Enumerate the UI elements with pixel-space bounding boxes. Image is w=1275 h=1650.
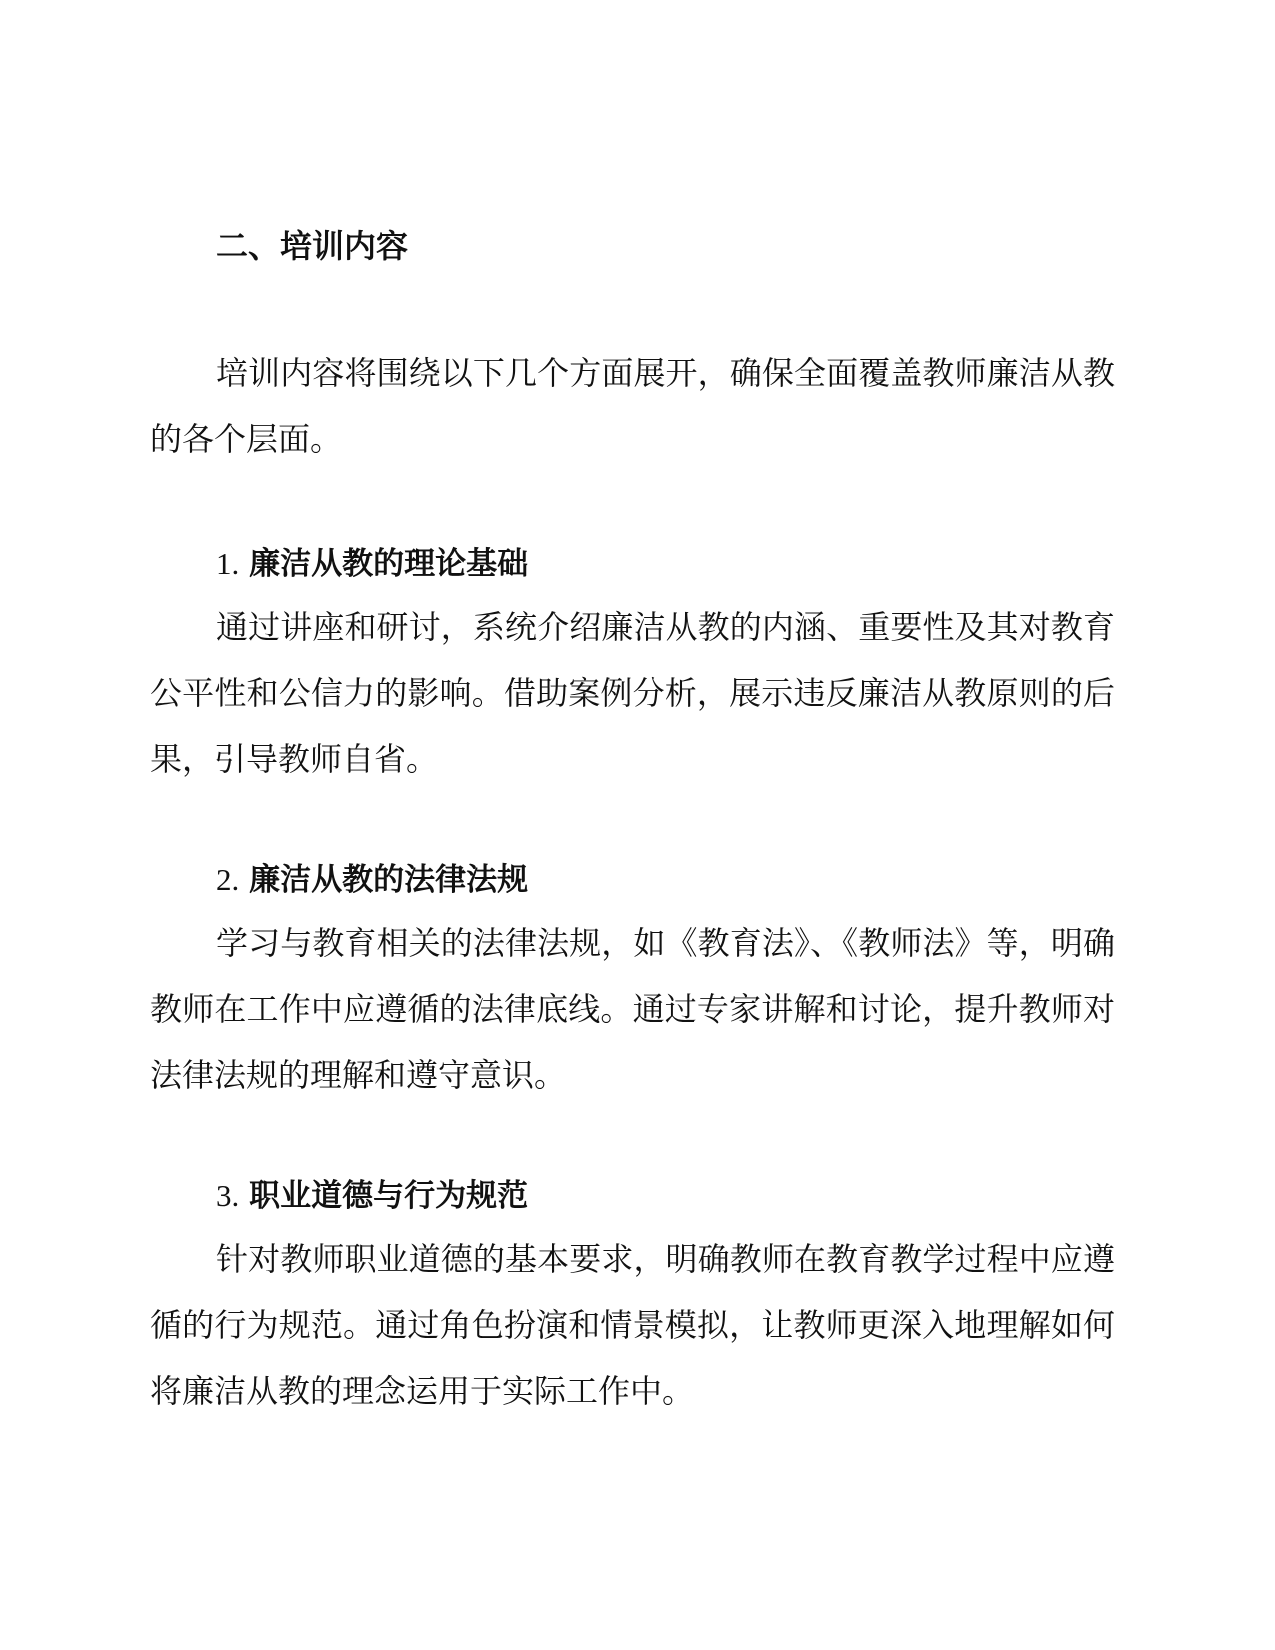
item-1-heading [216,544,528,584]
item-3-title: 职业道德与行为规范 [249,1178,529,1214]
item-1-title: 廉洁从教的理论基础 [249,546,529,582]
item-1-body: 通过讲座和研讨，系统介绍廉洁从教的内涵、重要性及其对教育公平性和公信力的影响。借助案例分析，展示违反廉洁从教原则的后果，引导教师自省。 [150,608,1115,778]
item-2-body: 学习与教育相关的法律法规，如《教育法》、《教师法》等，明确教师在工作中应遵循的法律底线。通过专家讲解和讨论，提升教师对法律法规的理解和遵守意识。 [150,924,1115,1094]
section-heading: 二、培训内容 [216,227,409,265]
document-page [150,0,1115,1650]
item-2-title: 廉洁从教的法律法规 [249,862,529,898]
item-3-body: 针对教师职业道德的基本要求，明确教师在教育教学过程中应遵循的行为规范。通过角色扮演和情景模拟，让教师更深入地理解如何将廉洁从教的理念运用于实际工作中。 [150,1240,1115,1410]
item-3-number: 3. [216,1178,240,1213]
item-1-number: 1. [216,546,240,581]
item-2-number: 2. [216,862,240,897]
item-3-heading [216,1176,528,1216]
intro-paragraph: 培训内容将围绕以下几个方面展开，确保全面覆盖教师廉洁从教的各个层面。 [150,354,1115,458]
item-2-heading [216,860,528,900]
